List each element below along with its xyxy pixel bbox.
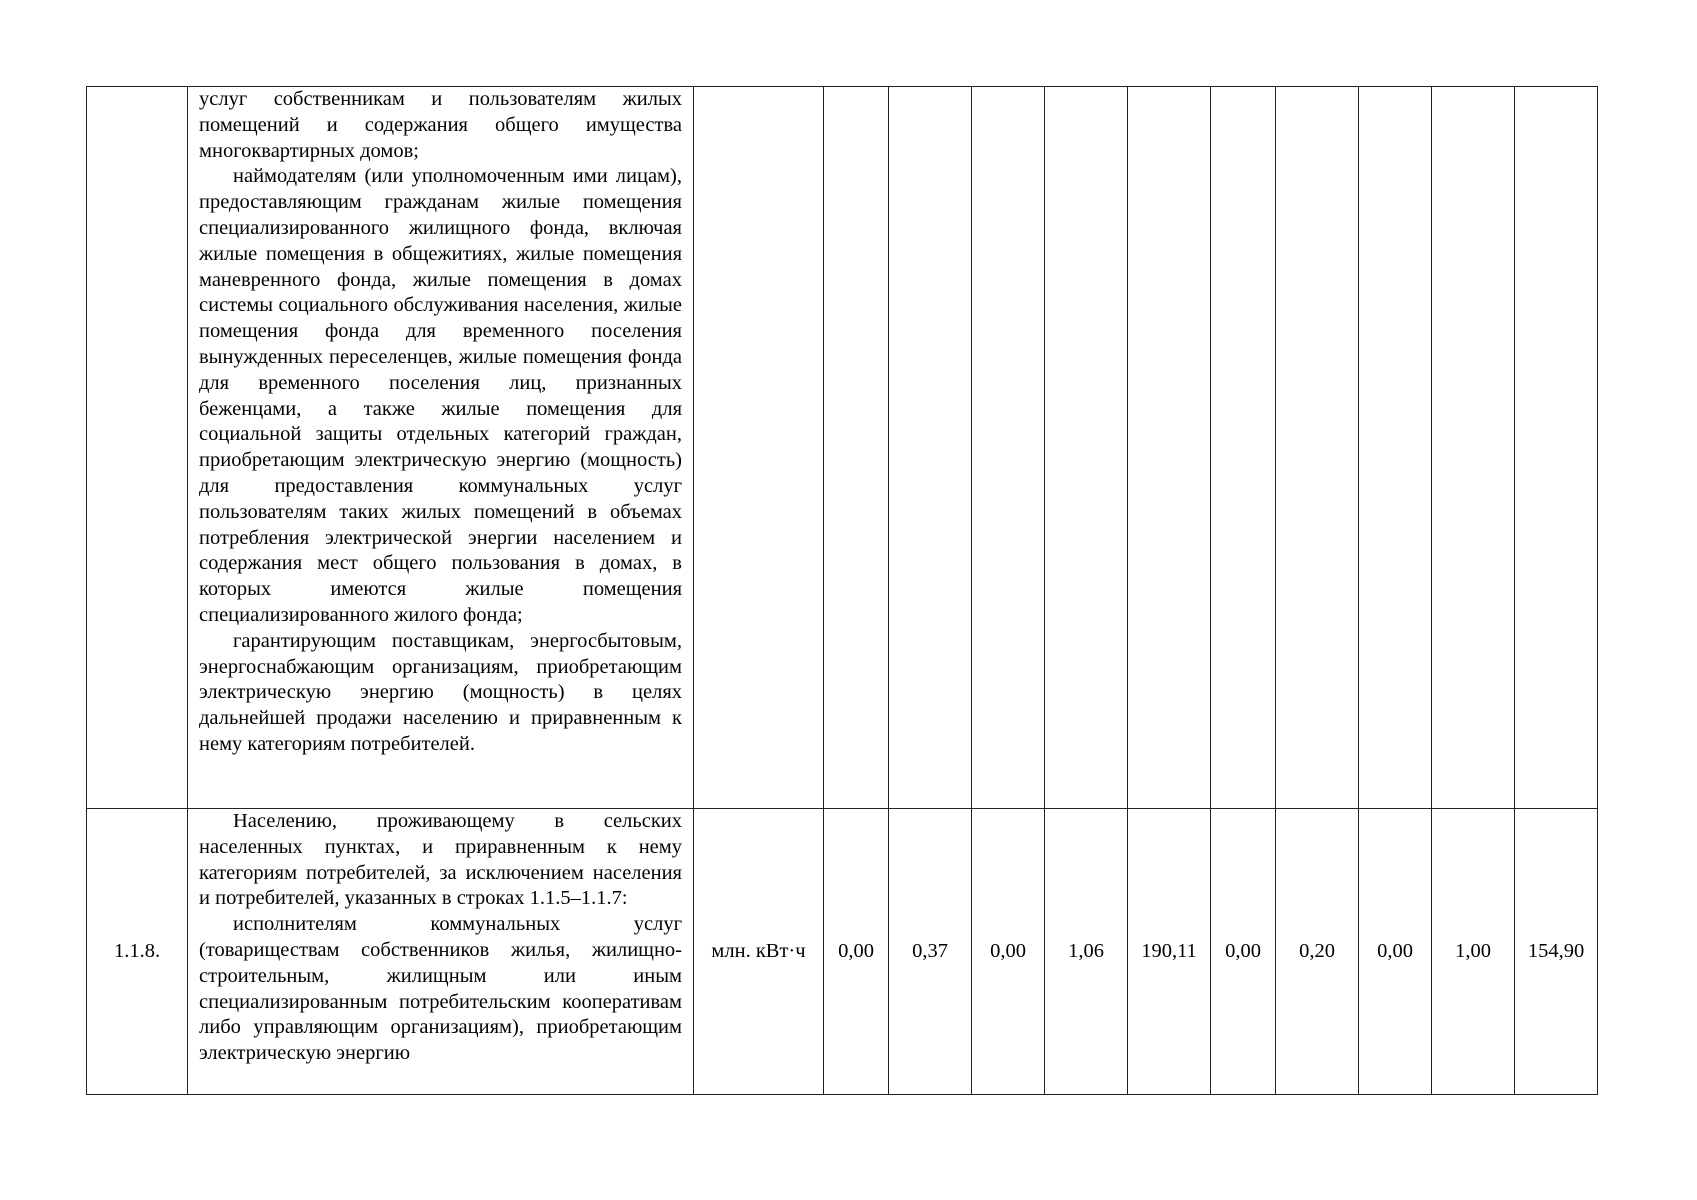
value-cell bbox=[1276, 87, 1359, 809]
value-cell: 190,11 bbox=[1128, 809, 1211, 1095]
value-cell: 0,00 bbox=[1211, 809, 1276, 1095]
unit-cell: млн. кВт·ч bbox=[694, 809, 824, 1095]
value-cell bbox=[1515, 87, 1598, 809]
value-cell: 0,00 bbox=[972, 809, 1045, 1095]
row-number-cell: 1.1.8. bbox=[87, 809, 188, 1095]
value-cell bbox=[1359, 87, 1432, 809]
value-cell bbox=[1045, 87, 1128, 809]
value-cell bbox=[1432, 87, 1515, 809]
value-cell: 0,00 bbox=[824, 809, 889, 1095]
value-cell: 0,00 bbox=[1359, 809, 1432, 1095]
description-cell bbox=[188, 809, 694, 1095]
value-cell bbox=[972, 87, 1045, 809]
description-paragraph: Населению, проживающему в сельских населенных пунктах, и приравненным к нему категориям потребителей, за исключением населения и потребителей, указанных в строках 1.1.5–1.1.7: bbox=[199, 810, 682, 910]
value-cell: 0,20 bbox=[1276, 809, 1359, 1095]
description-paragraph: услуг собственникам и пользователям жилых помещений и содержания общего имущества многоквартирных домов; bbox=[199, 88, 682, 162]
value-cell: 0,37 bbox=[889, 809, 972, 1095]
description-paragraph: исполнителям коммунальных услуг (товариществам собственников жилья, жилищно-строительным, жилищным или иным специализированным потребительским кооперативам либо управляющим организациям), приобретающим электрическую энергию bbox=[199, 913, 682, 1065]
row-number-cell bbox=[87, 87, 188, 809]
description-paragraph: наймодателям (или уполномоченным ими лицам), предоставляющим гражданам жилые помещения специализированного жилищного фонда, включая жилые помещения в общежитиях, жилые помещения маневренного фонда, жилые помещения в домах системы социального обслуживания населения, жилые помещения фонда для временного поселения вынужденных переселенцев, жилые помещения фонда для временного поселения лиц, признанных беженцами, а также жилые помещения для социальной защиты отдельных категорий граждан, приобретающим электрическую энергию (мощность) для предоставления коммунальных услуг пользователям таких жилых помещений в объемах потребления электрической энергии населением и содержания мест общего пользования в домах, в которых имеются жилые помещения специализированного жилого фонда; bbox=[199, 165, 682, 626]
value-cell bbox=[889, 87, 972, 809]
unit-cell bbox=[694, 87, 824, 809]
description-cell bbox=[188, 87, 694, 809]
description-paragraph: гарантирующим поставщикам, энергосбытовым, энергоснабжающим организациям, приобретающим электрическую энергию (мощность) в целях дальнейшей продажи населению и приравненным к нему категориям потребителей. bbox=[199, 629, 682, 755]
value-cell bbox=[1128, 87, 1211, 809]
value-cell: 1,06 bbox=[1045, 809, 1128, 1095]
table-row bbox=[87, 809, 1598, 1095]
value-cell: 1,00 bbox=[1432, 809, 1515, 1095]
value-cell: 154,90 bbox=[1515, 809, 1598, 1095]
data-table bbox=[86, 86, 1598, 1095]
value-cell bbox=[1211, 87, 1276, 809]
table-row bbox=[87, 87, 1598, 809]
value-cell bbox=[824, 87, 889, 809]
